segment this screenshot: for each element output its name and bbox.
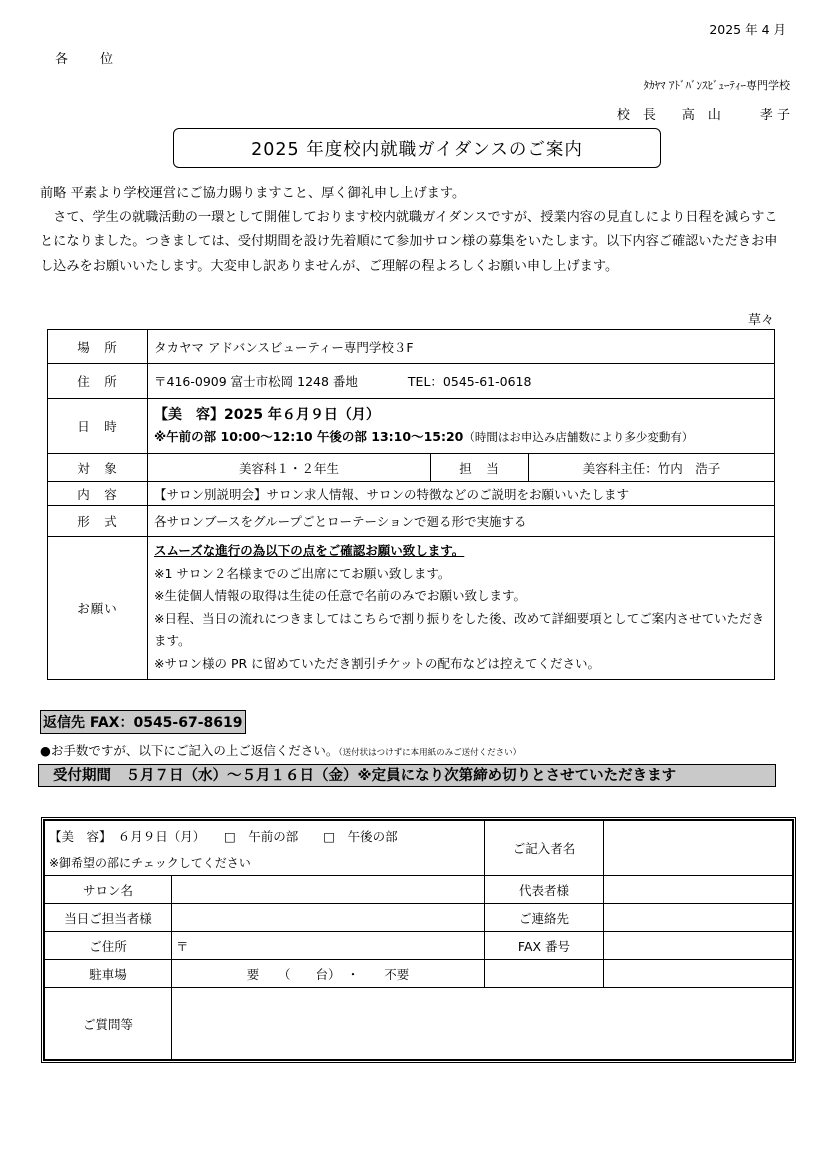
charge-value: 美容科主任：竹内 浩子	[529, 454, 775, 482]
question-label: ご質問等	[45, 988, 172, 1060]
body-text	[40, 182, 790, 279]
content-label: 内 容	[48, 482, 148, 506]
request-item: ※日程、当日の流れにつきましてはこちらで割り振りをした後、改めて詳細要項としてご案内させていただきます。	[154, 610, 765, 649]
document-date: 2025 年 4 月	[709, 22, 786, 37]
closing: 草々	[747, 313, 774, 328]
address-field[interactable]: 〒	[172, 932, 485, 960]
reply-note-small: （送付状はつけずに本用紙のみご送付ください）	[338, 748, 522, 758]
writer-label: ご記入者名	[485, 821, 604, 876]
salon-field[interactable]	[172, 876, 485, 904]
course-note: ※御希望の部にチェックしてください	[45, 850, 485, 876]
format-value: 各サロンブースをグループごとローテーションで廻る形で実施する	[148, 506, 775, 537]
address-label: ご住所	[45, 932, 172, 960]
request-item: ※1 サロン２名様までのご出席にてお願い致します。	[154, 565, 451, 581]
title-text: 2025 年度校内就職ガイダンスのご案内	[251, 139, 583, 160]
request-heading: スムーズな進行の為以下の点をご確認お願い致します。	[154, 543, 465, 558]
contact-label: ご連絡先	[485, 904, 604, 932]
reply-note	[40, 741, 521, 759]
document-title	[173, 128, 661, 168]
parking-blank-1	[485, 960, 604, 988]
course-selection[interactable]: 【美 容】 ６月９日（月） □ 午前の部 □ 午後の部	[45, 821, 485, 850]
fax-label: FAX 番号	[485, 932, 604, 960]
rep-field[interactable]	[604, 876, 793, 904]
greeting: 前略 平素より学校運営にご協力賜りますこと、厚く御礼申し上げます。	[40, 186, 466, 201]
addressee: 各 位	[55, 52, 116, 67]
reply-note-text: ●お手数ですが、以下にご記入の上ご返信ください。	[40, 743, 339, 758]
datetime-value	[148, 399, 775, 454]
reply-form	[41, 817, 796, 1063]
parking-blank-2	[604, 960, 793, 988]
principal-name: 校 長 高 山 孝 子	[616, 108, 790, 123]
question-field[interactable]	[172, 988, 793, 1060]
school-name: ﾀｶﾔﾏ ｱﾄﾞﾊﾞﾝｽﾋﾞｭｰﾃｨｰ専門学校	[643, 79, 790, 92]
place-value: タカヤマ アドバンスビューティー専門学校３F	[148, 330, 775, 364]
place-label: 場 所	[48, 330, 148, 364]
datetime-note: （時間はお申込み店舗数により多少変動有）	[463, 429, 694, 444]
target-label: 対 象	[48, 454, 148, 482]
charge-label: 担 当	[431, 454, 529, 482]
person-field[interactable]	[172, 904, 485, 932]
info-table	[47, 329, 775, 680]
request-content	[148, 537, 775, 680]
datetime-sessions: ※午前の部 10:00～12:10 午後の部 13:10～15:20	[154, 428, 464, 444]
contact-field[interactable]	[604, 904, 793, 932]
rep-label: 代表者様	[485, 876, 604, 904]
main-paragraph: さて、学生の就職活動の一環として開催しております校内就職ガイダンスですが、授業内容の見直しにより日程を減らすことになりました。つきましては、受付期間を設け先着順にて参加サロン様の募集をいたします。以下内容ご確認いただきお申し込みをお願いいたします。大変申し訳ありませんが、ご理解の程よろしくお願い申し上げます。	[40, 210, 778, 274]
request-item: ※サロン様の PR に留めていただき割引チケットの配布などは控えてください。	[154, 655, 601, 671]
person-label: 当日ご担当者様	[45, 904, 172, 932]
reception-period: 受付期間 ５月７日（水）～５月１６日（金）※定員になり次第締め切りとさせていただきます	[38, 764, 776, 787]
reply-fax: 返信先 FAX：0545-67-8619	[40, 710, 246, 734]
writer-field[interactable]	[604, 821, 793, 876]
request-item: ※生徒個人情報の取得は生徒の任意で名前のみでお願い致します。	[154, 588, 526, 604]
format-label: 形 式	[48, 506, 148, 537]
content-value: 【サロン別説明会】サロン求人情報、サロンの特徴などのご説明をお願いいたします	[148, 482, 775, 506]
datetime-date: 【美 容】2025 年６月９日（月）	[154, 406, 380, 423]
datetime-label: 日 時	[48, 399, 148, 454]
address-label: 住 所	[48, 364, 148, 399]
target-value: 美容科１・２年生	[148, 454, 431, 482]
address-value: 〒416-0909 富士市松岡 1248 番地 TEL：0545-61-0618	[148, 364, 775, 399]
parking-options[interactable]: 要 （ 台） ・ 不要	[172, 960, 485, 988]
parking-label: 駐車場	[45, 960, 172, 988]
salon-label: サロン名	[45, 876, 172, 904]
fax-field[interactable]	[604, 932, 793, 960]
request-label: お願い	[48, 537, 148, 680]
